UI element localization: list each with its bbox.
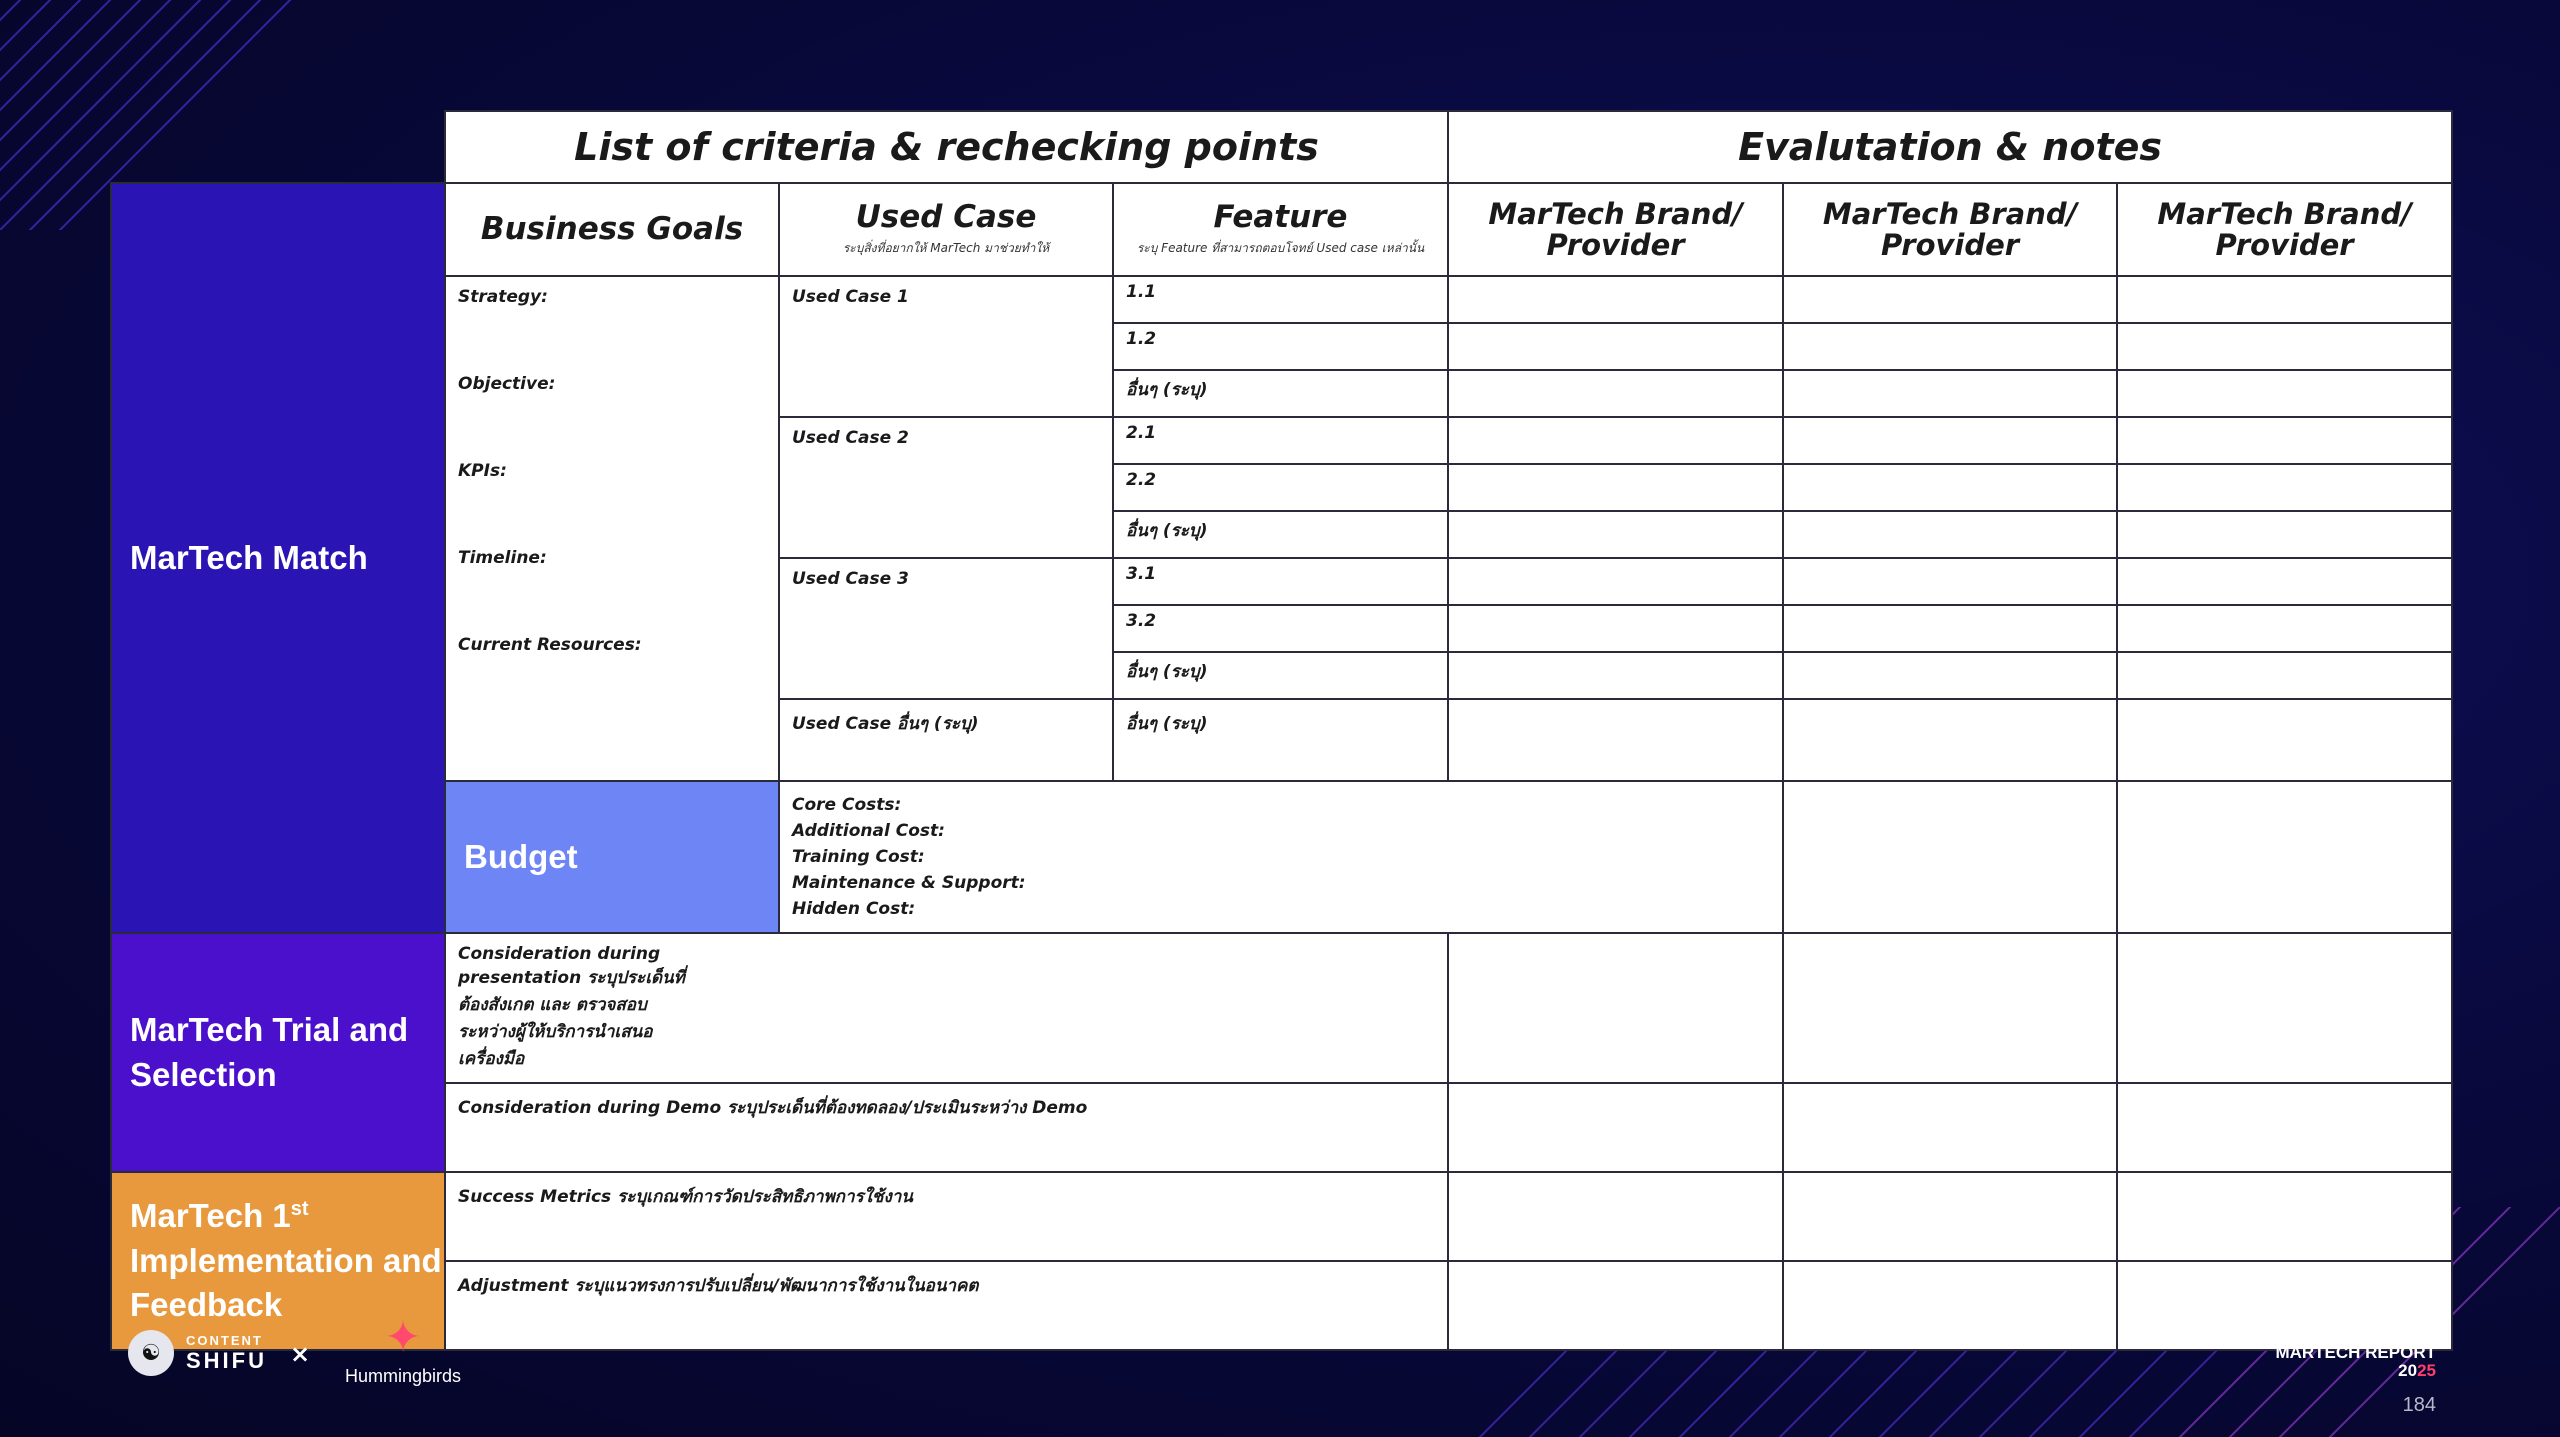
eval-cell <box>1448 1172 1783 1261</box>
header-brand-2: MarTech Brand/ Provider <box>1783 183 2117 276</box>
eval-cell <box>2117 511 2452 558</box>
eval-cell <box>1783 558 2117 605</box>
budget-core-costs: Core Costs: <box>792 795 902 815</box>
header-business-goals: Business Goals <box>445 183 779 276</box>
report-title <box>2275 1326 2436 1380</box>
eval-cell <box>1448 276 1783 323</box>
eval-cell <box>2117 558 2452 605</box>
eval-cell <box>1783 417 2117 464</box>
eval-cell <box>2117 605 2452 652</box>
criteria-title: List of criteria & rechecking points <box>445 111 1448 183</box>
used-case-3: Used Case 3 <box>779 558 1113 699</box>
eval-cell <box>1783 605 2117 652</box>
eval-cell <box>2117 781 2452 933</box>
eval-cell <box>1783 1172 2117 1261</box>
budget-hidden-cost: Hidden Cost: <box>792 899 916 919</box>
feature-3-1: 3.1 <box>1113 558 1448 605</box>
content-shifu-logo <box>128 1330 267 1376</box>
shifu-icon: ☯ <box>128 1330 174 1376</box>
hummingbird-icon: ✦ <box>384 1312 422 1363</box>
eval-cell <box>2117 699 2452 781</box>
eval-cell <box>2117 933 2452 1083</box>
used-case-1: Used Case 1 <box>779 276 1113 417</box>
report-line-2: MARTECH REPORT <box>2275 1343 2436 1362</box>
eval-cell <box>1448 323 1783 370</box>
eval-cell <box>1448 652 1783 699</box>
hummingbirds-logo <box>338 1312 468 1387</box>
collab-times-symbol: × <box>290 1340 311 1368</box>
category-trial-selection: MarTech Trial and Selection <box>111 933 445 1172</box>
eval-cell <box>1783 370 2117 417</box>
logo-shifu-text: SHIFU <box>186 1348 267 1373</box>
criteria-table <box>110 110 2453 1351</box>
criteria-worksheet <box>110 110 2451 1324</box>
trial-presentation: Consideration during presentation ระบุประเด็นที่ต้องสังเกต และ ตรวจสอบระหว่างผู้ให้บริการนำเสนอเครื่องมือ <box>445 933 1448 1083</box>
used-case-2: Used Case 2 <box>779 417 1113 558</box>
eval-cell <box>1783 933 2117 1083</box>
eval-cell <box>1783 699 2117 781</box>
feature-2-1: 2.1 <box>1113 417 1448 464</box>
category-budget: Budget <box>445 781 779 933</box>
goal-kpis: KPIs: <box>458 461 507 481</box>
goal-current-resources: Current Resources: <box>458 635 642 655</box>
eval-cell <box>1448 417 1783 464</box>
business-goals-cell <box>445 276 779 781</box>
category-implementation-feedback: MarTech 1st Implementation and Feedback <box>111 1172 445 1350</box>
header-used-case: Used Case ระบุสิ่งที่อยากให้ MarTech มาช่วยทำให้ <box>779 183 1113 276</box>
eval-cell <box>2117 276 2452 323</box>
feature-1-2: 1.2 <box>1113 323 1448 370</box>
feature-1-other: อื่นๆ (ระบุ) <box>1113 370 1448 417</box>
eval-cell <box>1783 652 2117 699</box>
eval-cell <box>1448 699 1783 781</box>
category-martech-match: MarTech Match <box>111 183 445 933</box>
budget-cell <box>779 781 1783 933</box>
eval-cell <box>1448 1261 1783 1350</box>
feature-3-other: อื่นๆ (ระบุ) <box>1113 652 1448 699</box>
feature-2-2: 2.2 <box>1113 464 1448 511</box>
eval-cell <box>2117 323 2452 370</box>
feature-other: อื่นๆ (ระบุ) <box>1113 699 1448 781</box>
eval-cell <box>2117 464 2452 511</box>
budget-additional-cost: Additional Cost: <box>792 821 945 841</box>
eval-cell <box>1448 1083 1783 1172</box>
eval-cell <box>2117 417 2452 464</box>
eval-cell <box>1448 370 1783 417</box>
header-brand-3: MarTech Brand/ Provider <box>2117 183 2452 276</box>
header-feature: Feature ระบุ Feature ที่สามารถตอบโจทย์ Used case เหล่านั้น <box>1113 183 1448 276</box>
hummingbirds-text: Hummingbirds <box>344 1366 462 1386</box>
goal-strategy: Strategy: <box>458 287 548 307</box>
eval-cell <box>1783 464 2117 511</box>
eval-cell <box>1448 933 1783 1083</box>
eval-cell <box>1783 323 2117 370</box>
eval-cell <box>1783 1261 2117 1350</box>
report-year: 2025 <box>2398 1361 2436 1380</box>
evaluation-title: Evalutation & notes <box>1448 111 2452 183</box>
feature-3-2: 3.2 <box>1113 605 1448 652</box>
eval-cell <box>2117 370 2452 417</box>
eval-cell <box>1783 1083 2117 1172</box>
used-case-other: Used Case อื่นๆ (ระบุ) <box>779 699 1113 781</box>
report-line-1: THAILAND'S <box>2333 1325 2436 1344</box>
goal-timeline: Timeline: <box>458 548 547 568</box>
eval-cell <box>1783 511 2117 558</box>
eval-cell <box>1783 781 2117 933</box>
budget-maintenance-support: Maintenance & Support: <box>792 873 1026 893</box>
impl-success-metrics: Success Metrics ระบุเกณฑ์การวัดประสิทธิภาพการใช้งาน <box>445 1172 1448 1261</box>
budget-training-cost: Training Cost: <box>792 847 925 867</box>
trial-demo: Consideration during Demo ระบุประเด็นที่ต้องทดลอง/ประเมินระหว่าง Demo <box>445 1083 1448 1172</box>
page-number: 184 <box>2402 1394 2436 1416</box>
eval-cell <box>1783 276 2117 323</box>
eval-cell <box>1448 464 1783 511</box>
feature-1-1: 1.1 <box>1113 276 1448 323</box>
eval-cell <box>2117 1083 2452 1172</box>
corner-blank <box>111 111 445 183</box>
eval-cell <box>1448 605 1783 652</box>
feature-2-other: อื่นๆ (ระบุ) <box>1113 511 1448 558</box>
logo-content-text: CONTENT <box>186 1333 263 1348</box>
eval-cell <box>1448 511 1783 558</box>
eval-cell <box>2117 1172 2452 1261</box>
goal-objective: Objective: <box>458 374 556 394</box>
eval-cell <box>2117 652 2452 699</box>
header-brand-1: MarTech Brand/ Provider <box>1448 183 1783 276</box>
eval-cell <box>1448 558 1783 605</box>
impl-adjustment: Adjustment ระบุแนวทรงการปรับเปลี่ยน/พัฒนาการใช้งานในอนาคต <box>445 1261 1448 1350</box>
